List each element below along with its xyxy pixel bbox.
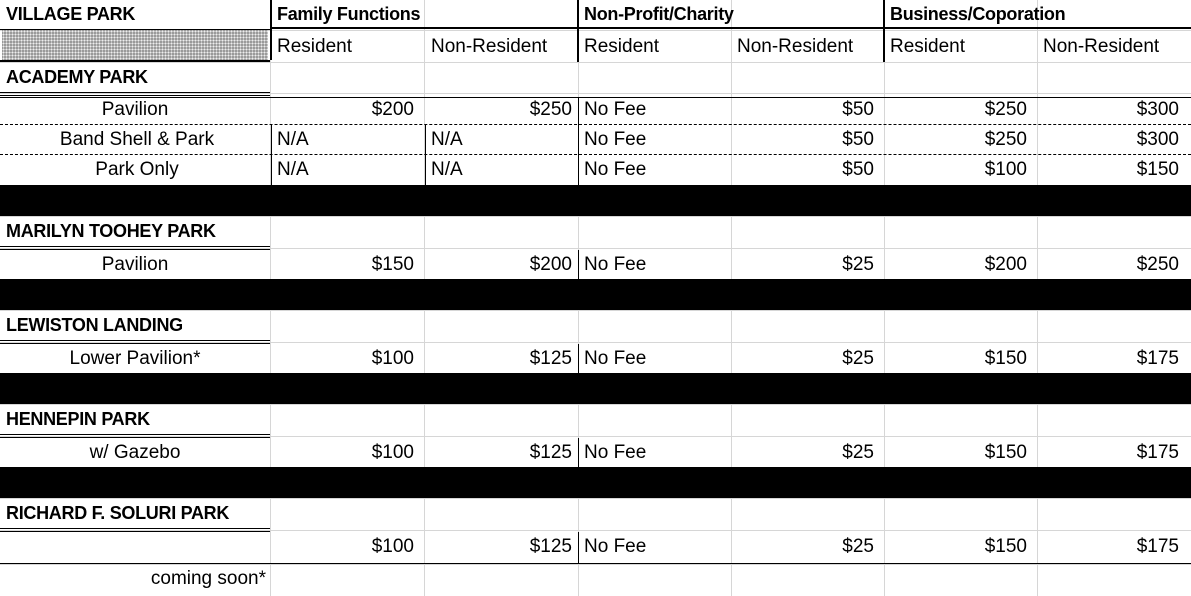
fee-cell: $250 (1136, 254, 1179, 275)
fee-cell: N/A (431, 129, 463, 150)
header-border (577, 0, 579, 62)
group-header-family: Family Functions (277, 4, 421, 24)
fee-cell: No Fee (584, 254, 647, 275)
park-name: MARILYN TOOHEY PARK (6, 221, 216, 241)
column-divider (578, 250, 579, 279)
fee-cell: $150 (371, 254, 414, 275)
fee-cell: N/A (277, 129, 309, 150)
group-header-business: Business/Coporation (890, 4, 1066, 24)
gridline (0, 93, 1191, 94)
subheader: Non-Resident (737, 36, 854, 57)
fee-cell: $175 (1136, 536, 1179, 557)
fee-cell: $300 (1136, 99, 1179, 120)
fee-cell: No Fee (584, 536, 647, 557)
fee-cell: $100 (371, 442, 414, 463)
footnote: coming soon* (150, 568, 266, 589)
park-underline (0, 528, 270, 529)
park-underline (0, 434, 270, 435)
fee-cell: No Fee (584, 129, 647, 150)
column-divider (425, 124, 426, 185)
fee-cell: $300 (1136, 129, 1179, 150)
subheader: Resident (277, 36, 352, 57)
fee-cell: $25 (842, 536, 874, 557)
header-border (0, 29, 270, 30)
fee-cell: $175 (1136, 442, 1179, 463)
fee-cell: $25 (842, 442, 874, 463)
facility-label: Band Shell & Park (59, 129, 215, 150)
fee-cell: N/A (277, 159, 309, 180)
fee-cell: $50 (842, 99, 874, 120)
column-divider (578, 438, 579, 467)
subheader: Non-Resident (1043, 36, 1160, 57)
fee-cell: $200 (371, 99, 414, 120)
separator-band (0, 467, 1191, 498)
fee-cell: $250 (984, 99, 1027, 120)
facility-label: Park Only (95, 159, 179, 180)
fee-cell: $150 (984, 442, 1027, 463)
fee-cell: $100 (371, 536, 414, 557)
column-divider (578, 344, 579, 373)
separator-band (0, 185, 1191, 216)
fee-cell: $200 (984, 254, 1027, 275)
gridline (0, 62, 1191, 63)
fee-cell: $150 (984, 536, 1027, 557)
fee-cell: No Fee (584, 348, 647, 369)
fee-cell: No Fee (584, 159, 647, 180)
separator-band (0, 373, 1191, 404)
subheader: Resident (890, 36, 965, 57)
facility-label: Pavilion (101, 99, 169, 120)
fee-cell: $150 (984, 348, 1027, 369)
gridline (0, 404, 1191, 405)
fee-cell: $200 (529, 254, 572, 275)
fee-cell: $125 (529, 442, 572, 463)
facility-label: Lower Pavilion* (69, 348, 201, 369)
park-name: RICHARD F. SOLURI PARK (6, 503, 230, 523)
subheader: Non-Resident (431, 36, 548, 57)
fee-cell: $250 (529, 99, 572, 120)
park-underline (0, 246, 270, 247)
park-name: LEWISTON LANDING (6, 315, 183, 335)
fee-cell: $25 (842, 348, 874, 369)
facility-label (0, 532, 270, 562)
hatched-corner-cell (2, 30, 268, 60)
park-name: ACADEMY PARK (6, 67, 148, 87)
fee-cell: $25 (842, 254, 874, 275)
fee-cell: $125 (529, 348, 572, 369)
column-divider (578, 532, 579, 563)
separator-band (0, 279, 1191, 310)
fee-cell: No Fee (584, 442, 647, 463)
park-underline (0, 340, 270, 341)
group-header-nonprofit: Non-Profit/Charity (584, 4, 734, 24)
fee-cell: $150 (1136, 159, 1179, 180)
header-border (270, 0, 272, 60)
fee-cell: N/A (431, 159, 463, 180)
fee-cell: $50 (842, 129, 874, 150)
facility-label: w/ Gazebo (89, 442, 181, 463)
fee-cell: $125 (529, 536, 572, 557)
fee-cell: $100 (371, 348, 414, 369)
park-name: HENNEPIN PARK (6, 409, 150, 429)
header-border (883, 0, 885, 62)
facility-label: Pavilion (101, 254, 169, 275)
fee-cell: $250 (984, 129, 1027, 150)
fee-cell: No Fee (584, 99, 647, 120)
subheader: Resident (584, 36, 659, 57)
fee-cell: $50 (842, 159, 874, 180)
corner-label: VILLAGE PARK (6, 4, 136, 24)
park-underline (0, 92, 270, 93)
column-divider (578, 97, 579, 185)
fee-cell: $175 (1136, 348, 1179, 369)
fee-cell: $100 (984, 159, 1027, 180)
